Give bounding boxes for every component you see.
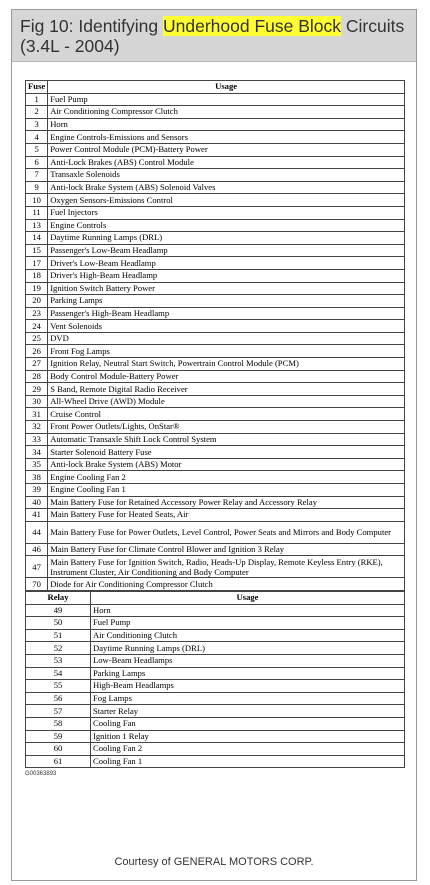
fuse-row — [26, 269, 405, 282]
fuse-number: 35 — [26, 458, 48, 471]
fuse-usage: Parking Lamps — [48, 295, 405, 308]
fuse-number: 30 — [26, 395, 48, 408]
fuse-usage: Ignition Relay, Neutral Start Switch, Powertrain Control Module (PCM) — [48, 358, 405, 371]
relay-usage: High-Beam Headlamps — [91, 680, 405, 693]
relay-number: 49 — [26, 604, 91, 617]
fuse-row — [26, 408, 405, 421]
fuse-row — [26, 421, 405, 434]
fuse-usage: Anti-lock Brake System (ABS) Solenoid Valves — [48, 181, 405, 194]
credit-line: Courtesy of GENERAL MOTORS CORP. — [114, 856, 314, 868]
fuse-usage: Daytime Running Lamps (DRL) — [48, 232, 405, 245]
fuse-row — [26, 143, 405, 156]
fuse-row — [26, 471, 405, 484]
fuse-number: 25 — [26, 332, 48, 345]
relay-row — [26, 604, 405, 617]
fuse-usage: Anti-Lock Brakes (ABS) Control Module — [48, 156, 405, 169]
title-highlight: Underhood Fuse Block — [163, 16, 342, 36]
relay-table-header — [26, 591, 405, 604]
relay-row — [26, 642, 405, 655]
relay-row — [26, 717, 405, 730]
fuse-usage: Main Battery Fuse for Power Outlets, Level Control, Power Seats and Mirrors and Body Computer — [48, 521, 405, 543]
relay-table-body — [26, 604, 405, 768]
fuse-row — [26, 282, 405, 295]
relay-number: 55 — [26, 680, 91, 693]
fuse-usage: Fuel Injectors — [48, 206, 405, 219]
fuse-number: 39 — [26, 484, 48, 497]
fuse-row — [26, 219, 405, 232]
relay-row — [26, 755, 405, 768]
fuse-number: 11 — [26, 206, 48, 219]
fuse-row — [26, 433, 405, 446]
fuse-number: 13 — [26, 219, 48, 232]
fuse-row — [26, 345, 405, 358]
fuse-usage: Automatic Transaxle Shift Lock Control System — [48, 433, 405, 446]
fuse-number: 24 — [26, 320, 48, 333]
fuse-row — [26, 358, 405, 371]
fuse-number: 14 — [26, 232, 48, 245]
fuse-number: 3 — [26, 118, 48, 131]
fuse-number: 40 — [26, 496, 48, 509]
relay-usage: Cooling Fan — [91, 717, 405, 730]
fuse-number: 32 — [26, 421, 48, 434]
fuse-usage: Driver's High-Beam Headlamp — [48, 269, 405, 282]
relay-number: 61 — [26, 755, 91, 768]
relay-row — [26, 617, 405, 630]
fuse-row — [26, 106, 405, 119]
relay-number: 54 — [26, 667, 91, 680]
relay-row — [26, 692, 405, 705]
fuse-number: 27 — [26, 358, 48, 371]
relay-number: 53 — [26, 654, 91, 667]
fuse-number: 70 — [26, 578, 48, 591]
fuse-usage: Front Power Outlets/Lights, OnStar® — [48, 421, 405, 434]
fuse-number: 10 — [26, 194, 48, 207]
fuse-row — [26, 131, 405, 144]
fuse-number: 26 — [26, 345, 48, 358]
fuse-usage: All-Wheel Drive (AWD) Module — [48, 395, 405, 408]
fuse-number: 19 — [26, 282, 48, 295]
relay-usage: Fog Lamps — [91, 692, 405, 705]
relay-number: 60 — [26, 743, 91, 756]
fuse-row — [26, 118, 405, 131]
relay-usage: Parking Lamps — [91, 667, 405, 680]
relay-row — [26, 667, 405, 680]
fuse-table-body — [26, 93, 405, 590]
fuse-number: 29 — [26, 383, 48, 396]
relay-number: 52 — [26, 642, 91, 655]
fuse-usage: Main Battery Fuse for Ignition Switch, Radio, Heads-Up Display, Remote Keyless Entry (RKE), Instrument Cluster, Air Conditioning and Body Computer — [48, 556, 405, 578]
figure-title — [20, 16, 408, 56]
fuse-row — [26, 295, 405, 308]
fuse-number: 9 — [26, 181, 48, 194]
fuse-usage: Diode for Air Conditioning Compressor Clutch — [48, 578, 405, 591]
usage-column-header: Usage — [48, 81, 405, 94]
fuse-usage: Horn — [48, 118, 405, 131]
fuse-row — [26, 232, 405, 245]
figure-header — [12, 10, 416, 62]
image-code: G00363893 — [25, 771, 57, 778]
relay-row — [26, 730, 405, 743]
relay-column-header: Relay — [26, 591, 91, 604]
fuse-row — [26, 383, 405, 396]
fuse-row — [26, 169, 405, 182]
relay-number: 51 — [26, 629, 91, 642]
fuse-number: 4 — [26, 131, 48, 144]
relay-usage: Air Conditioning Clutch — [91, 629, 405, 642]
fuse-chart-image — [25, 80, 405, 777]
fuse-row — [26, 244, 405, 257]
fuse-row — [26, 206, 405, 219]
fuse-row — [26, 307, 405, 320]
fuse-row — [26, 156, 405, 169]
fuse-number: 31 — [26, 408, 48, 421]
fuse-usage: Ignition Switch Battery Power — [48, 282, 405, 295]
fuse-usage: Starter Solenoid Battery Fuse — [48, 446, 405, 459]
fuse-usage: Front Fog Lamps — [48, 345, 405, 358]
fuse-usage: Anti-lock Brake System (ABS) Motor — [48, 458, 405, 471]
fuse-number: 23 — [26, 307, 48, 320]
fuse-row — [26, 181, 405, 194]
fuse-row — [26, 93, 405, 106]
fuse-number: 1 — [26, 93, 48, 106]
fuse-row — [26, 395, 405, 408]
relay-usage: Low-Beam Headlamps — [91, 654, 405, 667]
fuse-usage: Body Control Module-Battery Power — [48, 370, 405, 383]
fuse-table — [25, 80, 405, 591]
relay-usage: Cooling Fan 2 — [91, 743, 405, 756]
relay-row — [26, 705, 405, 718]
fuse-number: 46 — [26, 543, 48, 556]
fuse-usage: Transaxle Solenoids — [48, 169, 405, 182]
relay-usage: Starter Relay — [91, 705, 405, 718]
fuse-number: 47 — [26, 556, 48, 578]
title-suffix: Circuits (3.4L - 2004) — [20, 16, 405, 56]
fuse-usage: Passenger's High-Beam Headlamp — [48, 307, 405, 320]
fuse-row — [26, 484, 405, 497]
fuse-row — [26, 496, 405, 509]
fuse-usage: Main Battery Fuse for Heated Seats, Air — [48, 509, 405, 522]
relay-usage: Daytime Running Lamps (DRL) — [91, 642, 405, 655]
fuse-row — [26, 194, 405, 207]
fuse-row — [26, 320, 405, 333]
fuse-row — [26, 370, 405, 383]
fuse-column-header: Fuse — [26, 81, 48, 94]
fuse-row — [26, 257, 405, 270]
fuse-row — [26, 509, 405, 522]
fuse-number: 41 — [26, 509, 48, 522]
relay-usage: Cooling Fan 1 — [91, 755, 405, 768]
fuse-number: 5 — [26, 143, 48, 156]
relay-usage: Ignition 1 Relay — [91, 730, 405, 743]
fuse-number: 18 — [26, 269, 48, 282]
fuse-usage: S Band, Remote Digital Radio Receiver — [48, 383, 405, 396]
fuse-row — [26, 578, 405, 591]
fuse-number: 7 — [26, 169, 48, 182]
relay-number: 59 — [26, 730, 91, 743]
fuse-usage: Main Battery Fuse for Retained Accessory Power Relay and Accessory Relay — [48, 496, 405, 509]
fuse-usage: Main Battery Fuse for Climate Control Blower and Ignition 3 Relay — [48, 543, 405, 556]
fuse-usage: Engine Cooling Fan 2 — [48, 471, 405, 484]
fuse-number: 15 — [26, 244, 48, 257]
relay-table — [25, 591, 405, 768]
relay-number: 56 — [26, 692, 91, 705]
fuse-number: 20 — [26, 295, 48, 308]
fuse-usage: Fuel Pump — [48, 93, 405, 106]
fuse-number: 44 — [26, 521, 48, 543]
fuse-number: 33 — [26, 433, 48, 446]
fuse-usage: Cruise Control — [48, 408, 405, 421]
fuse-number: 28 — [26, 370, 48, 383]
relay-usage: Horn — [91, 604, 405, 617]
figure-frame — [11, 9, 417, 881]
fuse-row — [26, 521, 405, 543]
fuse-usage: Engine Cooling Fan 1 — [48, 484, 405, 497]
relay-number: 57 — [26, 705, 91, 718]
relay-number: 58 — [26, 717, 91, 730]
title-prefix: Fig 10: Identifying — [20, 16, 163, 36]
relay-number: 50 — [26, 617, 91, 630]
fuse-row — [26, 332, 405, 345]
fuse-row — [26, 458, 405, 471]
relay-usage-column-header: Usage — [91, 591, 405, 604]
relay-row — [26, 629, 405, 642]
fuse-usage: Air Conditioning Compressor Clutch — [48, 106, 405, 119]
fuse-number: 2 — [26, 106, 48, 119]
fuse-row — [26, 556, 405, 578]
fuse-table-header — [26, 81, 405, 94]
fuse-row — [26, 543, 405, 556]
fuse-usage: Passenger's Low-Beam Headlamp — [48, 244, 405, 257]
fuse-number: 34 — [26, 446, 48, 459]
relay-row — [26, 654, 405, 667]
fuse-usage: Engine Controls-Emissions and Sensors — [48, 131, 405, 144]
fuse-usage: DVD — [48, 332, 405, 345]
fuse-usage: Engine Controls — [48, 219, 405, 232]
relay-usage: Fuel Pump — [91, 617, 405, 630]
fuse-number: 38 — [26, 471, 48, 484]
fuse-usage: Driver's Low-Beam Headlamp — [48, 257, 405, 270]
fuse-usage: Oxygen Sensors-Emissions Control — [48, 194, 405, 207]
relay-row — [26, 743, 405, 756]
fuse-row — [26, 446, 405, 459]
fuse-number: 6 — [26, 156, 48, 169]
fuse-number: 17 — [26, 257, 48, 270]
relay-row — [26, 680, 405, 693]
fuse-usage: Vent Solenoids — [48, 320, 405, 333]
fuse-usage: Power Control Module (PCM)-Battery Power — [48, 143, 405, 156]
